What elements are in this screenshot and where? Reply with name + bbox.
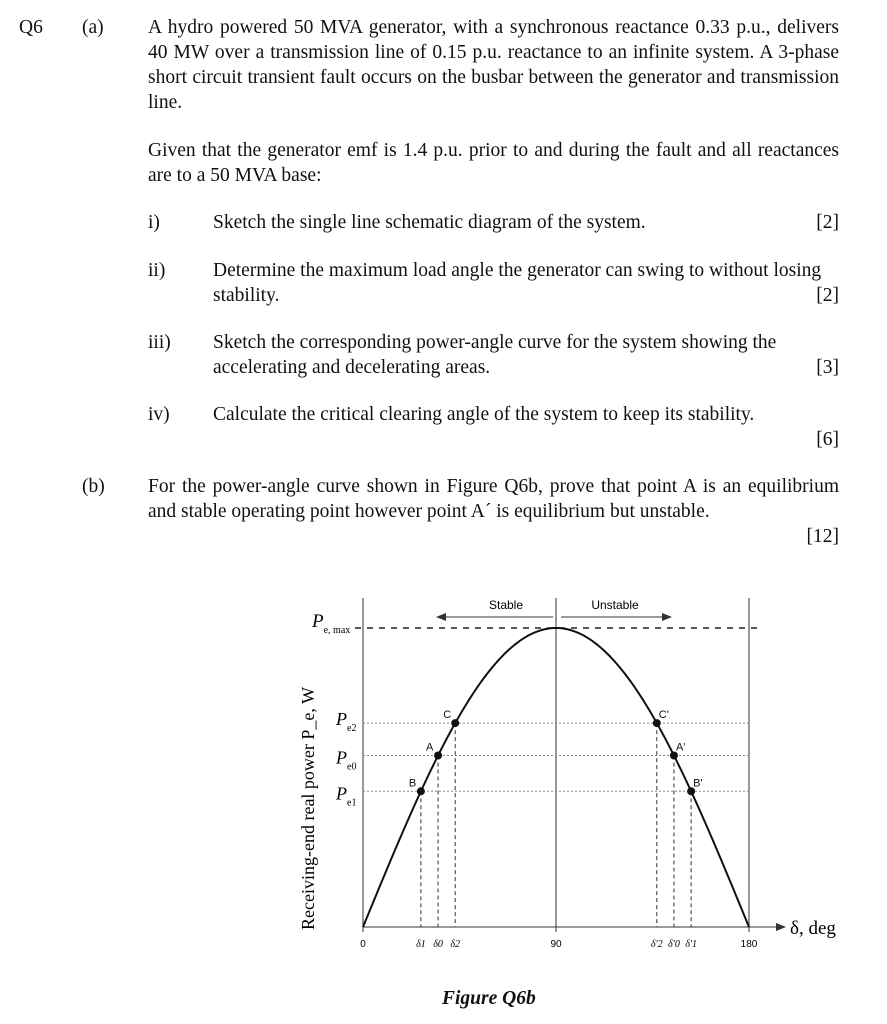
delta-tick-right-0: δ'2 [650, 939, 663, 950]
item-ii-marks: [2] [816, 285, 839, 306]
stable-arrow-head [436, 613, 446, 621]
part-b-label: (b) [82, 476, 105, 497]
point-label-1: A [426, 741, 434, 754]
point-label-4: A' [675, 741, 686, 754]
part-b-marks: [12] [806, 526, 839, 547]
item-i-number: i) [148, 212, 160, 233]
delta-tick-left-1: δ0 [433, 939, 443, 950]
x-tick-90: 90 [550, 939, 562, 950]
point-label-2: C [443, 709, 452, 722]
delta-tick-left-0: δ1 [416, 939, 426, 950]
item-ii-number: ii) [148, 260, 166, 281]
unstable-label: Unstable [591, 598, 639, 612]
unstable-arrow-head [662, 613, 672, 621]
y-label-pe1: $P_{e1}$ [336, 783, 357, 809]
data-point-b [417, 787, 425, 795]
item-iv-text: Calculate the critical clearing angle of the system to keep its stability. [213, 404, 755, 425]
point-label-0: B [408, 777, 417, 790]
y-label-pe2: $P_{e2}$ [336, 709, 357, 735]
item-i-marks: [2] [816, 212, 839, 233]
data-point-a [434, 752, 442, 760]
stable-label: Stable [488, 598, 524, 612]
y-label-pe0: $P_{e0}$ [336, 747, 357, 773]
x-tick-180: 180 [740, 939, 758, 950]
part-a-label: (a) [82, 17, 104, 38]
item-i-text: Sketch the single line schematic diagram of the system. [213, 212, 646, 233]
delta-tick-right-2: δ'1 [685, 939, 697, 950]
delta-tick-left-2: δ2 [450, 939, 461, 950]
x-axis-label: δ, deg [790, 918, 836, 939]
item-ii-text: Determine the maximum load angle the generator can swing to without losing stability. [213, 260, 822, 306]
data-point-c [451, 719, 459, 727]
point-label-5: B' [693, 777, 703, 790]
item-iii-marks: [3] [816, 357, 839, 378]
point-label-3: C' [658, 709, 669, 722]
y-axis-label: Receiving-end real power P_e, W [298, 686, 318, 930]
item-iv-marks: [6] [816, 429, 839, 450]
item-iii-number: iii) [148, 332, 171, 353]
delta-tick-right-1: δ'0 [668, 939, 680, 950]
x-axis-arrow [776, 923, 786, 931]
figure-caption: Figure Q6b [442, 988, 536, 1009]
item-iii-text: Sketch the corresponding power-angle curve for the system showing the accelerating and decelerating areas. [213, 332, 777, 378]
part-a-intro: A hydro powered 50 MVA generator, with a synchronous reactance 0.33 p.u., delivers 40 MW over a transmission line of 0.15 p.u. reactance to an infinite system. A 3-phase short circuit transient fault occurs on the busbar between the generator and transmission line. [148, 17, 839, 113]
part-a-given: Given that the generator emf is 1.4 p.u. prior to and during the fault and all reactances are to a 50 MVA base: [148, 140, 839, 186]
y-label-pe-max: $P_{e, max}$ [312, 611, 351, 636]
x-tick-0: 0 [360, 939, 366, 950]
part-b-text: For the power-angle curve shown in Figure Q6b, prove that point A is an equilibrium and stable operating point however point Aˊ is equilibrium but unstable. [148, 476, 839, 522]
question-number: Q6 [19, 17, 43, 38]
item-iv-number: iv) [148, 404, 170, 425]
